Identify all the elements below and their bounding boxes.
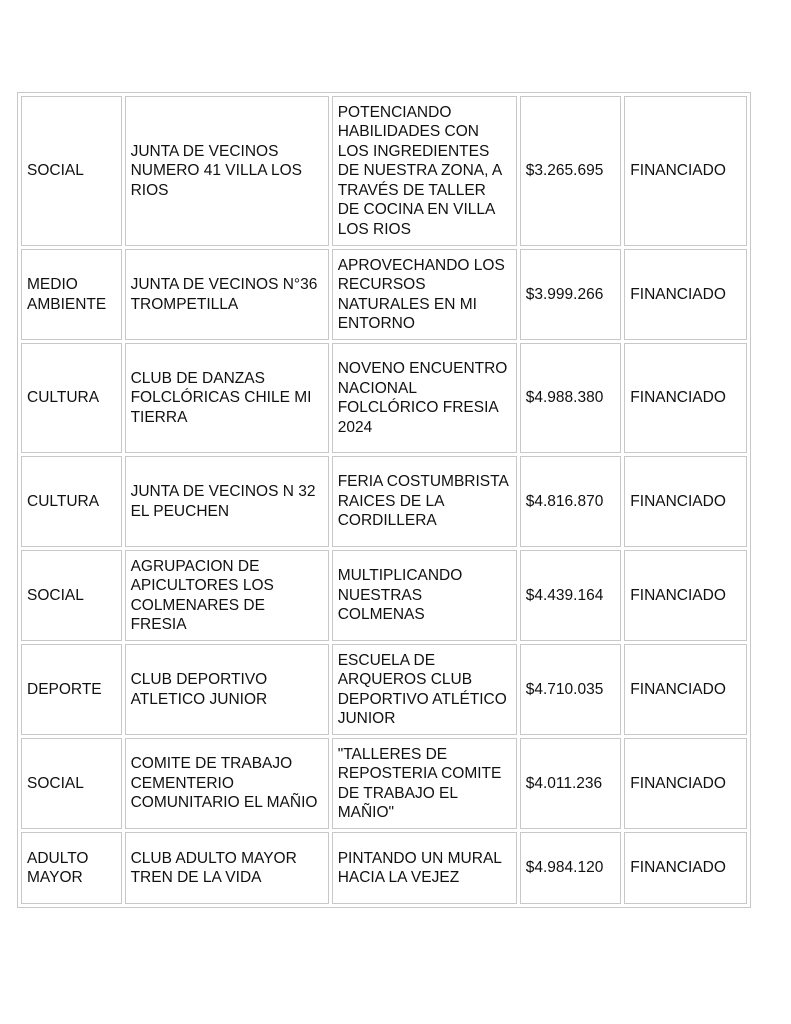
amount-cell: $3.265.695 — [520, 96, 622, 246]
status-cell: FINANCIADO — [624, 550, 747, 641]
organization-cell: AGRUPACION DE APICULTORES LOS COLMENARES DE FRESIA — [125, 550, 329, 641]
table-row — [21, 456, 747, 547]
table-row — [21, 738, 747, 829]
organization-cell: JUNTA DE VECINOS NUMERO 41 VILLA LOS RIOS — [125, 96, 329, 246]
category-cell: SOCIAL — [21, 738, 122, 829]
category-cell: SOCIAL — [21, 96, 122, 246]
organization-cell: JUNTA DE VECINOS N°36 TROMPETILLA — [125, 249, 329, 340]
category-cell: SOCIAL — [21, 550, 122, 641]
organization-cell: CLUB ADULTO MAYOR TREN DE LA VIDA — [125, 832, 329, 904]
amount-cell: $4.011.236 — [520, 738, 622, 829]
category-cell: CULTURA — [21, 343, 122, 453]
project-cell: "TALLERES DE REPOSTERIA COMITE DE TRABAJO EL MAÑIO" — [332, 738, 517, 829]
amount-cell: $4.988.380 — [520, 343, 622, 453]
table-row — [21, 550, 747, 641]
amount-cell: $3.999.266 — [520, 249, 622, 340]
table-row — [21, 343, 747, 453]
project-cell: POTENCIANDO HABILIDADES CON LOS INGREDIENTES DE NUESTRA ZONA, A TRAVÉS DE TALLER DE COCINA EN VILLA LOS RIOS — [332, 96, 517, 246]
status-cell: FINANCIADO — [624, 456, 747, 547]
amount-cell: $4.816.870 — [520, 456, 622, 547]
organization-cell: JUNTA DE VECINOS N 32 EL PEUCHEN — [125, 456, 329, 547]
category-cell: CULTURA — [21, 456, 122, 547]
status-cell: FINANCIADO — [624, 96, 747, 246]
status-cell: FINANCIADO — [624, 249, 747, 340]
project-cell: APROVECHANDO LOS RECURSOS NATURALES EN MI ENTORNO — [332, 249, 517, 340]
organization-cell: COMITE DE TRABAJO CEMENTERIO COMUNITARIO EL MAÑIO — [125, 738, 329, 829]
category-cell: ADULTO MAYOR — [21, 832, 122, 904]
category-cell: MEDIO AMBIENTE — [21, 249, 122, 340]
table-row — [21, 644, 747, 735]
status-cell: FINANCIADO — [624, 738, 747, 829]
project-cell: ESCUELA DE ARQUEROS CLUB DEPORTIVO ATLÉTICO JUNIOR — [332, 644, 517, 735]
amount-cell: $4.984.120 — [520, 832, 622, 904]
table-row — [21, 832, 747, 904]
organization-cell: CLUB DEPORTIVO ATLETICO JUNIOR — [125, 644, 329, 735]
category-cell: DEPORTE — [21, 644, 122, 735]
amount-cell: $4.710.035 — [520, 644, 622, 735]
status-cell: FINANCIADO — [624, 343, 747, 453]
project-cell: NOVENO ENCUENTRO NACIONAL FOLCLÓRICO FRESIA 2024 — [332, 343, 517, 453]
project-cell: MULTIPLICANDO NUESTRAS COLMENAS — [332, 550, 517, 641]
amount-cell: $4.439.164 — [520, 550, 622, 641]
project-cell: PINTANDO UN MURAL HACIA LA VEJEZ — [332, 832, 517, 904]
project-cell: FERIA COSTUMBRISTA RAICES DE LA CORDILLERA — [332, 456, 517, 547]
projects-table — [17, 92, 751, 908]
status-cell: FINANCIADO — [624, 832, 747, 904]
table-row — [21, 96, 747, 246]
status-cell: FINANCIADO — [624, 644, 747, 735]
table-row — [21, 249, 747, 340]
organization-cell: CLUB DE DANZAS FOLCLÓRICAS CHILE MI TIERRA — [125, 343, 329, 453]
